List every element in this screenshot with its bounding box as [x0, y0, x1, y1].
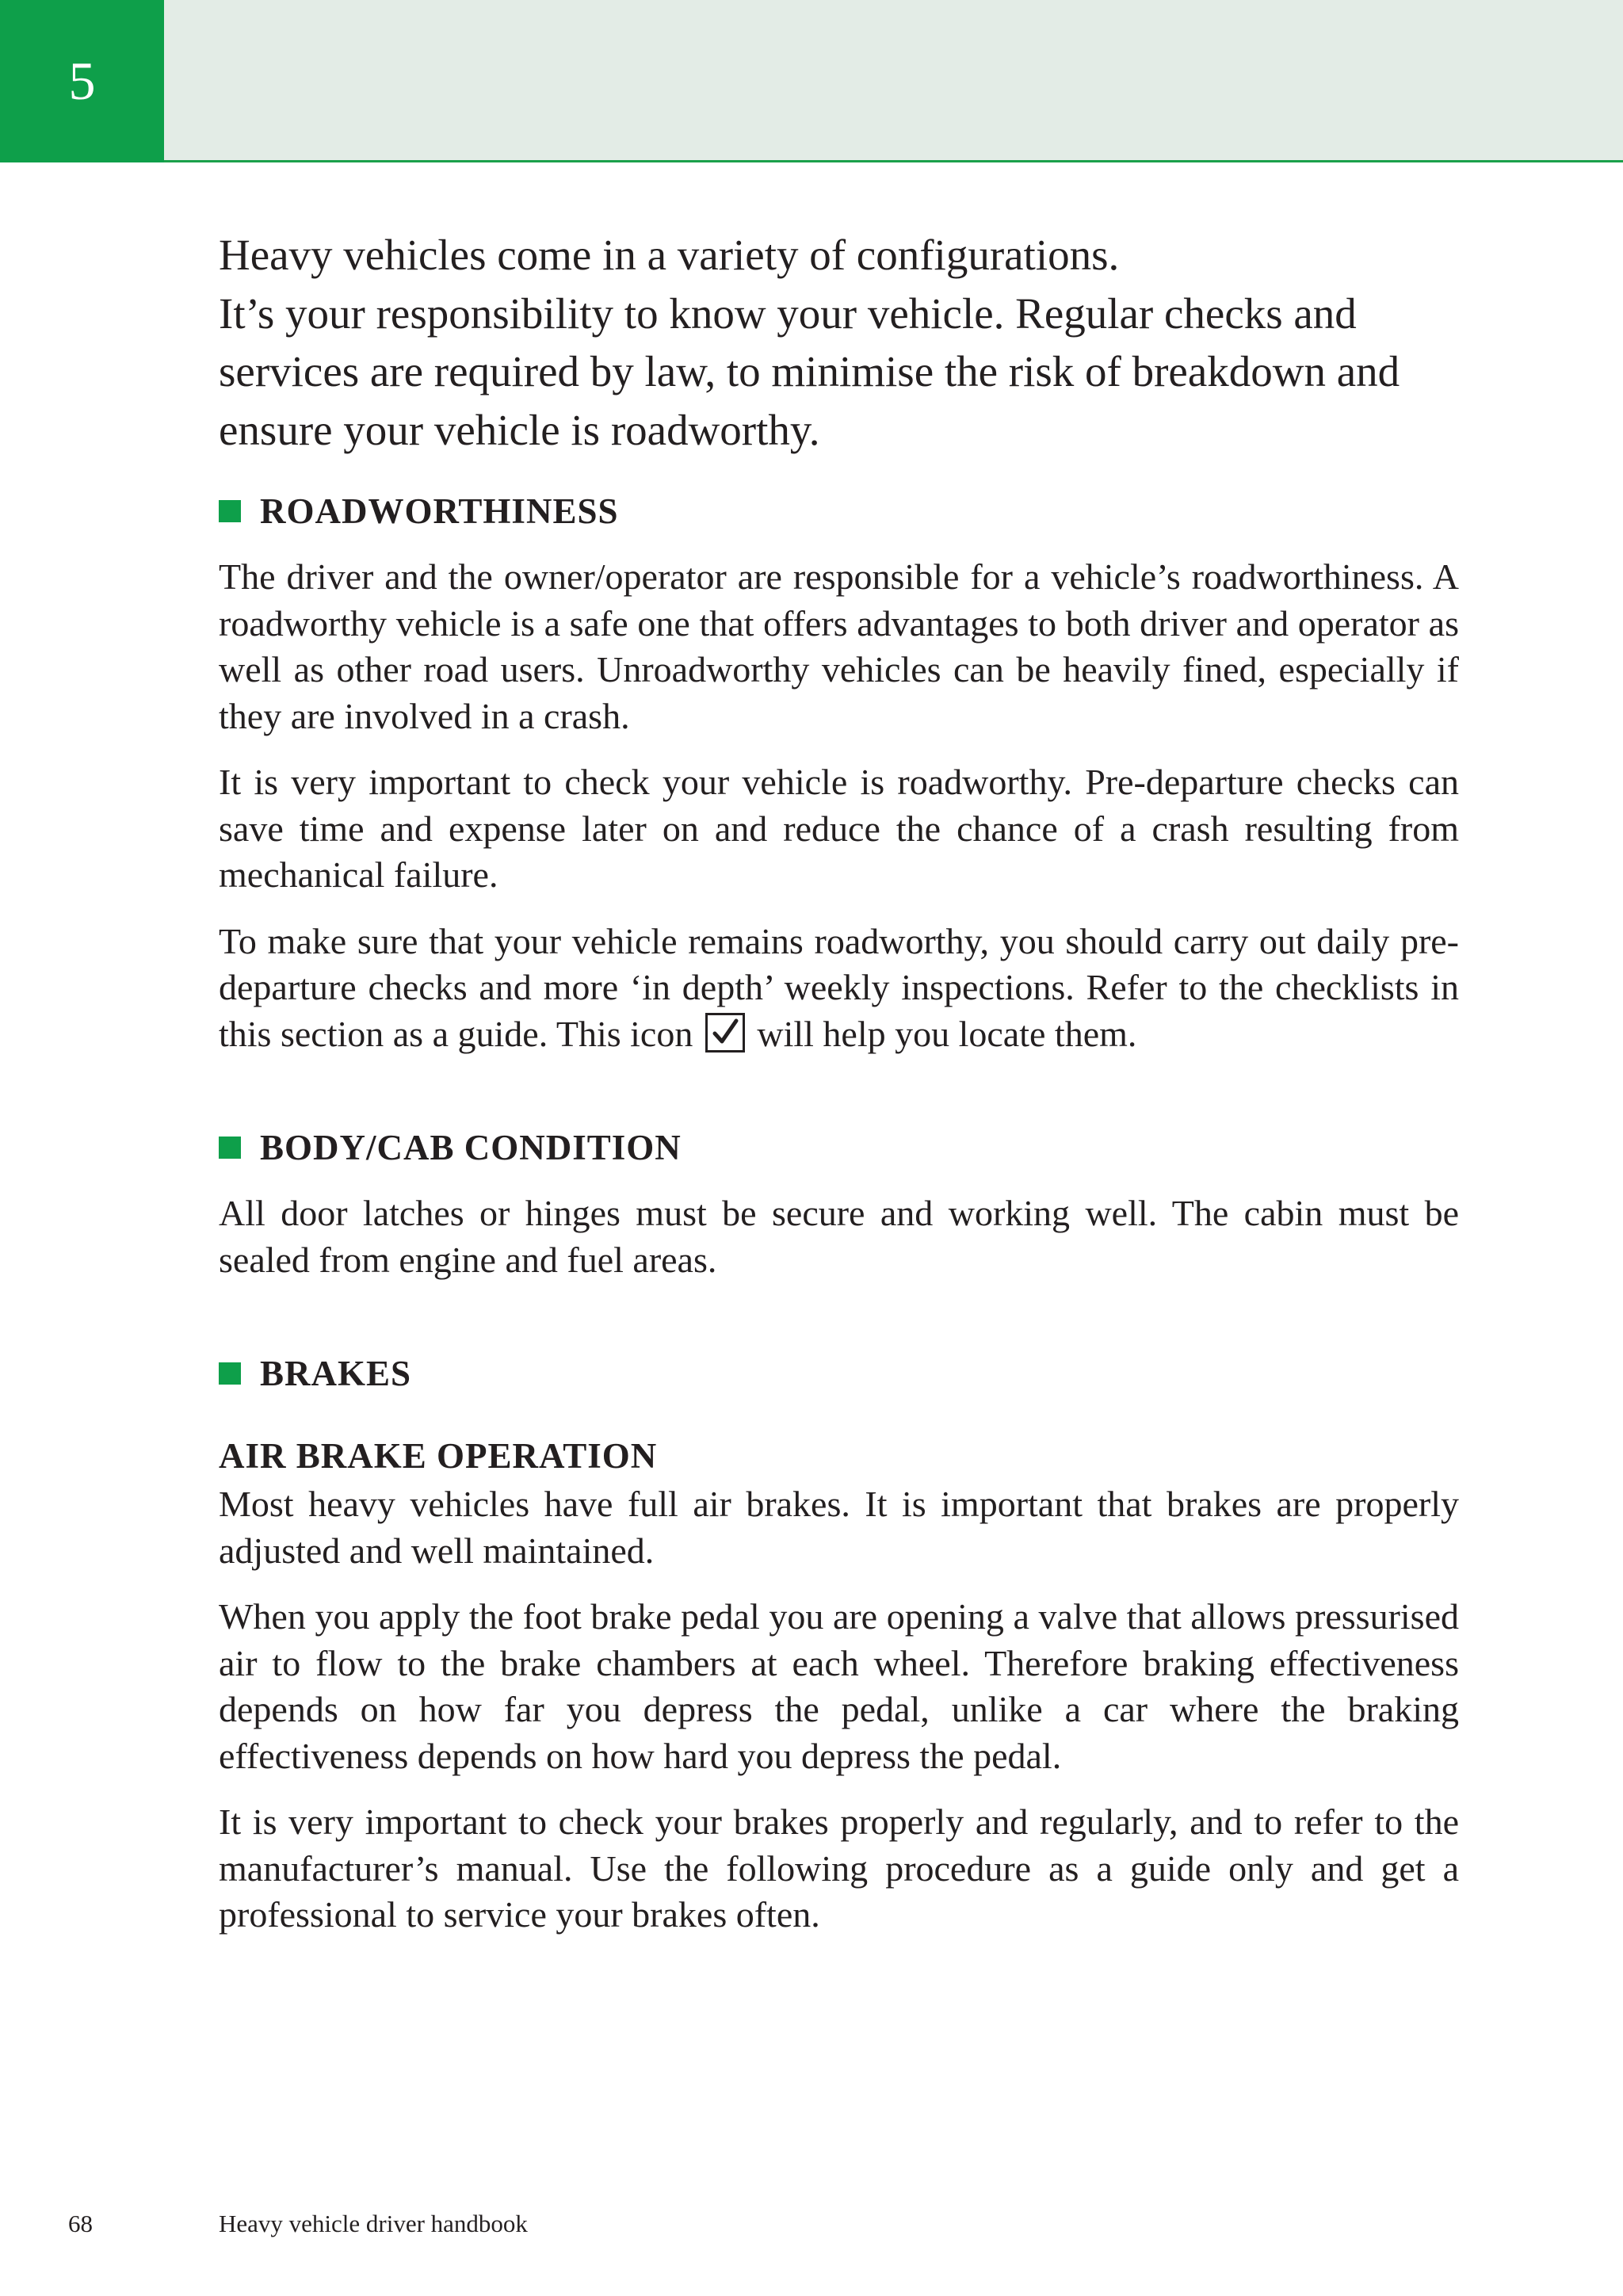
square-bullet-icon	[219, 500, 241, 522]
roadworthiness-paragraph-3	[219, 919, 1459, 1058]
intro-text	[219, 226, 1459, 459]
roadworthiness-paragraph-1: The driver and the owner/operator are responsible for a vehicle’s roadworthiness. A roadworthy vehicle is a safe one that offers advantages to both driver and operator as well as other road users. Unroadworthy vehicles can be heavily fined, especially if they are involved in a crash.	[219, 556, 1459, 736]
sub-heading-air-brake-operation: AIR BRAKE OPERATION	[219, 1436, 658, 1476]
checkbox-tick-icon	[705, 1013, 745, 1052]
brakes-paragraph-2: When you apply the foot brake pedal you are opening a valve that allows pressurised air to flow to the brake chambers at each wheel. Therefore braking effectiveness depends on how far you depress the pedal, unlike a car where the braking effectiveness depends on how hard you depress the pedal.	[219, 1596, 1459, 1776]
header-band	[0, 0, 1623, 162]
square-bullet-icon	[219, 1137, 241, 1159]
section-heading-roadworthiness	[219, 491, 1459, 532]
section-heading-label: ROADWORTHINESS	[260, 491, 619, 531]
page-content	[219, 226, 1459, 1939]
section-heading-body-cab	[219, 1127, 1459, 1168]
square-bullet-icon	[219, 1362, 241, 1385]
intro-line-1: Heavy vehicles come in a variety of configurations.	[219, 231, 1120, 279]
page-number: 68	[68, 2210, 93, 2237]
chapter-number: 5	[68, 51, 96, 111]
footer-title: Heavy vehicle driver handbook	[219, 2210, 528, 2237]
body-cab-paragraph: All door latches or hinges must be secure and working well. The cabin must be sealed from engine and fuel areas.	[219, 1193, 1459, 1280]
paragraph-text-before-icon: To make sure that your vehicle remains roadworthy, you should carry out daily pre-departure checks and more ‘in depth’ weekly inspections. Refer to the checklists in this section as a guide. This icon	[219, 920, 1459, 1054]
roadworthiness-paragraph-2: It is very important to check your vehicle is roadworthy. Pre-departure checks can save time and expense later on and reduce the chance of a crash resulting from mechanical failure.	[219, 762, 1459, 895]
section-heading-label: BRAKES	[260, 1354, 412, 1393]
paragraph-text-after-icon: will help you locate them.	[757, 1013, 1137, 1054]
section-heading-brakes	[219, 1353, 1459, 1394]
section-heading-label: BODY/CAB CONDITION	[260, 1128, 682, 1167]
chapter-number-tab	[0, 0, 164, 162]
brakes-paragraph-3: It is very important to check your brakes properly and regularly, and to refer to the manufacturer’s manual. Use the following procedure as a guide only and get a professional to service your brakes often.	[219, 1801, 1459, 1935]
brakes-paragraph-1: Most heavy vehicles have full air brakes. It is important that brakes are properly adjusted and well maintained.	[219, 1484, 1459, 1571]
intro-line-2: It’s your responsibility to know your vehicle. Regular checks and services are required by law, to minimise the risk of breakdown and ensure your vehicle is roadworthy.	[219, 288, 1400, 454]
